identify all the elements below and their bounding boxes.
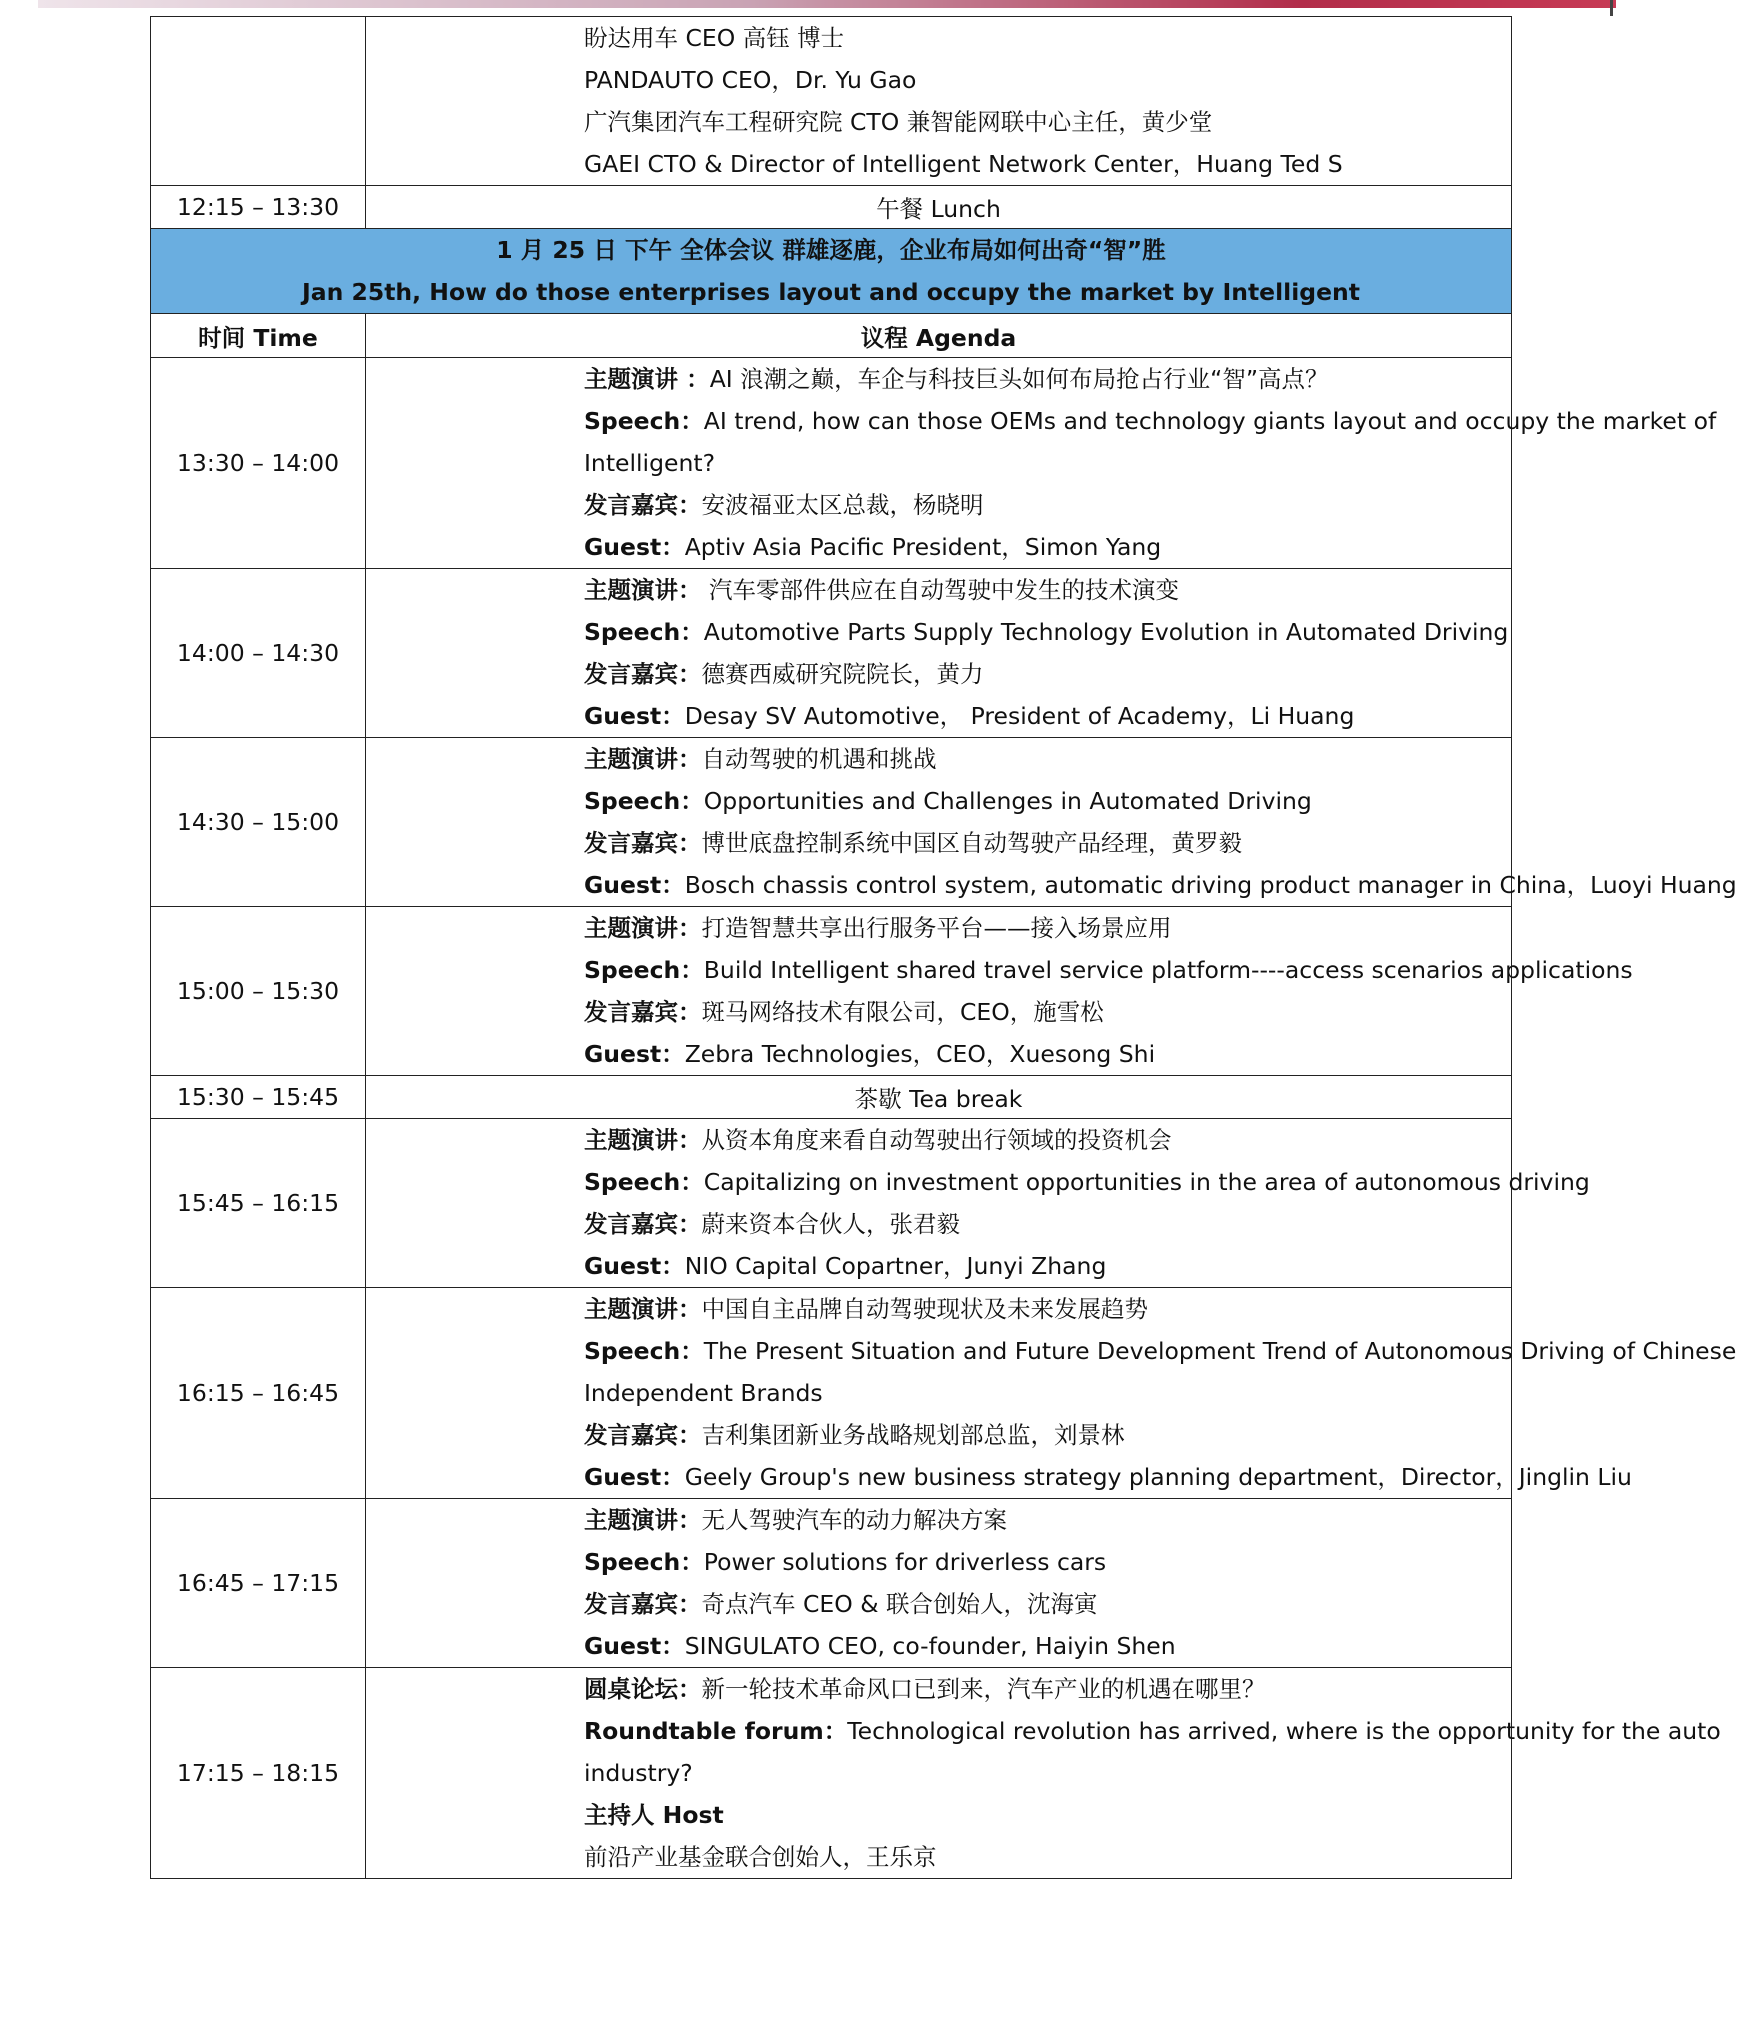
line-text: SINGULATO CEO, co-founder, Haiyin Shen [684, 1632, 1176, 1660]
line-text: The Present Situation and Future Development Trend of Autonomous Driving of Chinese [703, 1337, 1737, 1365]
line-text: Build Intelligent shared travel service platform----access scenarios applications [703, 956, 1633, 984]
top-decorative-bar [38, 0, 1616, 8]
time-cell: 15:00 – 15:30 [151, 907, 366, 1076]
content-cell [366, 569, 1512, 738]
content-line [584, 991, 1511, 1033]
line-label: Roundtable forum： [584, 1717, 848, 1745]
line-label: Speech： [584, 956, 704, 984]
line-text: 新一轮技术革命风口已到来，汽车产业的机遇在哪里？ [701, 1675, 1266, 1703]
line-label: Guest： [584, 871, 685, 899]
line-label: 发言嘉宾： [584, 1590, 702, 1618]
line-label: 发言嘉宾： [584, 829, 702, 857]
session-row [151, 1288, 1512, 1499]
time-cell [151, 17, 366, 186]
content-cell [366, 738, 1737, 907]
line-label: 主题演讲： [584, 745, 702, 773]
line-label: 主题演讲： [584, 576, 702, 604]
line-text: AI 浪潮之巅，车企与科技巨头如何布局抢占行业“智”高点？ [709, 365, 1329, 393]
content-line [584, 653, 1511, 695]
content-line [584, 400, 1717, 442]
content-line [584, 1161, 1590, 1203]
line-label: 主题演讲： [584, 1506, 702, 1534]
content-line [584, 1372, 1511, 1414]
section-title-en: Jan 25th, How do those enterprises layout and occupy the market by Intelligent [301, 278, 1361, 306]
content-line [584, 1033, 1511, 1075]
content-line: GAEI CTO & Director of Intelligent Network Center，Huang Ted S [584, 150, 1343, 178]
line-label: 主题演讲： [584, 1295, 702, 1323]
time-cell: 12:15 – 13:30 [151, 186, 366, 229]
content-cell [366, 1288, 1737, 1499]
line-text: Power solutions for driverless cars [703, 1548, 1107, 1576]
agenda-table [150, 16, 1737, 1879]
line-text: Desay SV Automotive， President of Academy，Li Huang [684, 702, 1355, 730]
line-label: Guest： [584, 1463, 685, 1491]
line-text: 自动驾驶的机遇和挑战 [701, 745, 937, 773]
line-text: Zebra Technologies，CEO，Xuesong Shi [684, 1040, 1156, 1068]
top-bar-edge [1610, 0, 1613, 16]
line-text: Opportunities and Challenges in Automated Driving [703, 787, 1312, 815]
content-line [584, 611, 1511, 653]
content-line [584, 1203, 1511, 1245]
content-line [584, 1710, 1721, 1752]
content-cell [366, 1499, 1512, 1668]
content-line: 广汽集团汽车工程研究院 CTO 兼智能网联中心主任，黄少堂 [584, 108, 1213, 136]
content-line [584, 358, 1511, 400]
break-label: 茶歇 Tea break [366, 1076, 1512, 1119]
content-line [584, 1414, 1511, 1456]
session-row [151, 738, 1512, 907]
content-line [584, 1119, 1511, 1161]
time-cell: 16:45 – 17:15 [151, 1499, 366, 1668]
line-text: Independent Brands [584, 1379, 823, 1407]
line-text: 博世底盘控制系统中国区自动驾驶产品经理，黄罗毅 [701, 829, 1242, 857]
line-label: 发言嘉宾： [584, 491, 702, 519]
line-label: 主题演讲 ： [584, 365, 710, 393]
break-row [151, 1076, 1512, 1119]
line-label: 发言嘉宾： [584, 1421, 702, 1449]
line-label: 主持人 Host [584, 1801, 724, 1829]
content-line [584, 1245, 1511, 1287]
content-line: PANDAUTO CEO，Dr. Yu Gao [584, 66, 917, 94]
line-text: Technological revolution has arrived, where is the opportunity for the auto [847, 1717, 1721, 1745]
content-line [584, 1456, 1632, 1498]
time-cell: 14:30 – 15:00 [151, 738, 366, 907]
content-line [584, 780, 1511, 822]
line-label: Speech： [584, 1548, 704, 1576]
column-header-row [151, 314, 1512, 358]
line-text: Automotive Parts Supply Technology Evolution in Automated Driving [703, 618, 1509, 646]
content-line [584, 569, 1511, 611]
line-label: Speech： [584, 1168, 704, 1196]
line-text: AI trend, how can those OEMs and technology giants layout and occupy the market of [703, 407, 1717, 435]
line-label: Speech： [584, 407, 704, 435]
section-title-cn: 1 月 25 日 下午 全体会议 群雄逐鹿，企业布局如何出奇“智”胜 [496, 236, 1166, 264]
line-text: 蔚来资本合伙人，张君毅 [701, 1210, 960, 1238]
line-text: 德赛西威研究院院长，黄力 [701, 660, 984, 688]
content-line [584, 949, 1633, 991]
line-label: Guest： [584, 1040, 685, 1068]
line-text: Bosch chassis control system, automatic driving product manager in China，Luoyi Huang [684, 871, 1737, 899]
session-row [151, 1668, 1512, 1879]
line-text: 斑马网络技术有限公司，CEO，施雪松 [701, 998, 1104, 1026]
line-label: 主题演讲： [584, 914, 702, 942]
line-text: Intelligent? [584, 449, 716, 477]
line-label: Guest： [584, 533, 685, 561]
lunch-label: 午餐 Lunch [366, 186, 1512, 229]
line-label: Speech： [584, 618, 704, 646]
session-row [151, 358, 1512, 569]
content-line [584, 1794, 1511, 1836]
content-line [584, 1752, 1511, 1794]
line-label: 发言嘉宾： [584, 998, 702, 1026]
content-line [584, 907, 1511, 949]
time-cell: 13:30 – 14:00 [151, 358, 366, 569]
content-line [584, 1541, 1511, 1583]
line-text: 打造智慧共享出行服务平台——接入场景应用 [701, 914, 1172, 942]
line-text: 吉利集团新业务战略规划部总监，刘景林 [701, 1421, 1125, 1449]
line-label: 主题演讲： [584, 1126, 702, 1154]
line-label: Speech： [584, 1337, 704, 1365]
content-line [584, 822, 1511, 864]
content-cell [366, 907, 1633, 1076]
content-line [584, 1583, 1511, 1625]
line-label: Guest： [584, 1252, 685, 1280]
content-line [584, 1668, 1511, 1710]
line-label: Guest： [584, 1632, 685, 1660]
top-continuation-row [151, 17, 1512, 186]
time-cell: 14:00 – 14:30 [151, 569, 366, 738]
column-header-time: 时间 Time [151, 314, 366, 358]
line-text: 无人驾驶汽车的动力解决方案 [701, 1506, 1007, 1534]
content-line [584, 695, 1511, 737]
content-line [584, 738, 1511, 780]
content-line [584, 1288, 1511, 1330]
session-row [151, 907, 1512, 1076]
section-header [151, 229, 1512, 314]
line-text: 中国自主品牌自动驾驶现状及未来发展趋势 [701, 1295, 1148, 1323]
time-cell: 16:15 – 16:45 [151, 1288, 366, 1499]
session-row [151, 1499, 1512, 1668]
line-text: 奇点汽车 CEO & 联合创始人，沈海寅 [701, 1590, 1098, 1618]
content-line [584, 484, 1511, 526]
line-text: Capitalizing on investment opportunities in the area of autonomous driving [703, 1168, 1590, 1196]
session-row [151, 1119, 1512, 1288]
line-text: Geely Group's new business strategy planning department，Director，Jinglin Liu [684, 1463, 1632, 1491]
line-text: Aptiv Asia Pacific President，Simon Yang [684, 533, 1162, 561]
time-cell: 17:15 – 18:15 [151, 1668, 366, 1879]
line-label: Guest： [584, 702, 685, 730]
content-cell [366, 1668, 1721, 1879]
content-line [584, 1330, 1737, 1372]
column-header-agenda: 议程 Agenda [366, 314, 1512, 358]
session-row [151, 569, 1512, 738]
line-label: 发言嘉宾： [584, 1210, 702, 1238]
line-text: NIO Capital Copartner，Junyi Zhang [684, 1252, 1107, 1280]
section-header-row [151, 229, 1512, 314]
content-line [584, 1836, 1511, 1878]
line-text: industry? [584, 1759, 693, 1787]
line-label: 圆桌论坛： [584, 1675, 702, 1703]
line-text: 前沿产业基金联合创始人，王乐京 [584, 1843, 937, 1871]
time-cell: 15:45 – 16:15 [151, 1119, 366, 1288]
time-cell: 15:30 – 15:45 [151, 1076, 366, 1119]
content-line: 盼达用车 CEO 高钰 博士 [584, 24, 845, 52]
line-text: 安波福亚太区总裁，杨晓明 [701, 491, 984, 519]
line-text: 从资本角度来看自动驾驶出行领域的投资机会 [701, 1126, 1172, 1154]
content-line [584, 526, 1511, 568]
content-cell [366, 1119, 1590, 1288]
line-label: Speech： [584, 787, 704, 815]
content-line [584, 1625, 1511, 1667]
content-cell [366, 17, 1512, 186]
line-text: 汽车零部件供应在自动驾驶中发生的技术演变 [701, 576, 1179, 604]
content-line [584, 864, 1737, 906]
content-cell [366, 358, 1717, 569]
lunch-row [151, 186, 1512, 229]
line-label: 发言嘉宾： [584, 660, 702, 688]
content-line [584, 1499, 1511, 1541]
content-line [584, 442, 1511, 484]
